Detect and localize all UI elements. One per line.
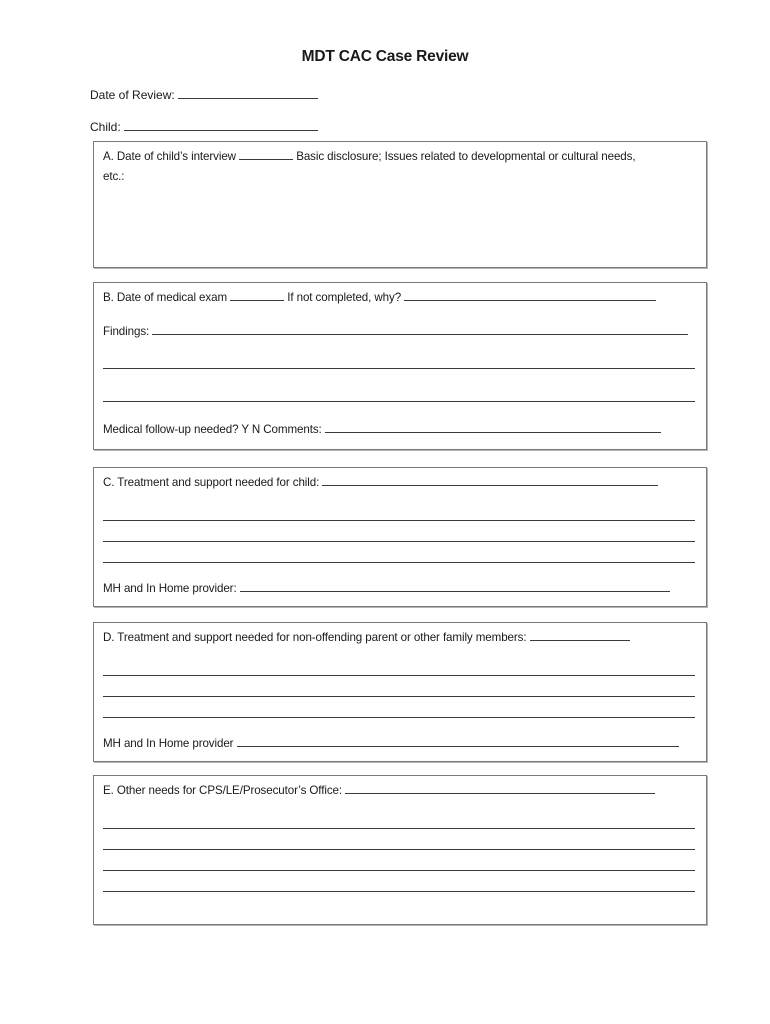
page-title: MDT CAC Case Review bbox=[301, 48, 469, 65]
other-needs-line-4[interactable] bbox=[103, 870, 695, 871]
other-needs-row bbox=[103, 783, 655, 797]
medical-exam-date-field[interactable] bbox=[230, 290, 284, 301]
not-completed-field[interactable] bbox=[404, 290, 656, 301]
section-a-box bbox=[93, 141, 707, 268]
findings-row bbox=[103, 324, 688, 338]
section-d-box bbox=[93, 622, 707, 762]
family-provider-label: MH and In Home provider bbox=[103, 737, 234, 750]
other-needs-line-5[interactable] bbox=[103, 891, 695, 892]
family-support-field[interactable] bbox=[530, 630, 630, 641]
section-b-box bbox=[93, 282, 707, 450]
date-of-review-row bbox=[90, 88, 318, 102]
family-provider-row bbox=[103, 736, 679, 750]
other-needs-line-3[interactable] bbox=[103, 849, 695, 850]
followup-comments-field[interactable] bbox=[325, 422, 661, 433]
section-a-line1 bbox=[103, 149, 635, 163]
child-support-line-4[interactable] bbox=[103, 562, 695, 563]
date-of-review-label: Date of Review: bbox=[90, 88, 175, 102]
family-support-label: D. Treatment and support needed for non-offending parent or other family members: bbox=[103, 631, 527, 644]
other-needs-line-2[interactable] bbox=[103, 828, 695, 829]
child-support-label: C. Treatment and support needed for child: bbox=[103, 476, 320, 489]
interview-date-field[interactable] bbox=[239, 149, 293, 160]
family-support-line-3[interactable] bbox=[103, 696, 695, 697]
child-support-field[interactable] bbox=[322, 475, 658, 486]
child-provider-field[interactable] bbox=[240, 581, 670, 592]
family-support-line-4[interactable] bbox=[103, 717, 695, 718]
child-provider-label: MH and In Home provider: bbox=[103, 582, 237, 595]
medical-exam-row bbox=[103, 290, 656, 304]
section-a-line2: etc.: bbox=[103, 170, 125, 183]
findings-field[interactable] bbox=[152, 324, 688, 335]
child-label: Child: bbox=[90, 120, 121, 134]
findings-label: Findings: bbox=[103, 325, 150, 338]
other-needs-field[interactable] bbox=[345, 783, 655, 794]
followup-row bbox=[103, 422, 661, 436]
child-support-row bbox=[103, 475, 658, 489]
interview-date-label: A. Date of child’s interview bbox=[103, 150, 236, 163]
not-completed-label: If not completed, why? bbox=[287, 291, 402, 304]
followup-label: Medical follow-up needed? Y N Comments: bbox=[103, 423, 322, 436]
other-needs-label: E. Other needs for CPS/LE/Prosecutor’s Office: bbox=[103, 784, 342, 797]
child-support-line-3[interactable] bbox=[103, 541, 695, 542]
medical-exam-label: B. Date of medical exam bbox=[103, 291, 227, 304]
findings-line-2[interactable] bbox=[103, 368, 695, 369]
child-support-line-2[interactable] bbox=[103, 520, 695, 521]
family-provider-field[interactable] bbox=[237, 736, 679, 747]
child-provider-row bbox=[103, 581, 670, 595]
section-c-box bbox=[93, 467, 707, 607]
findings-line-3[interactable] bbox=[103, 401, 695, 402]
family-support-row bbox=[103, 630, 630, 644]
family-support-line-2[interactable] bbox=[103, 675, 695, 676]
date-of-review-field[interactable] bbox=[178, 88, 318, 99]
child-row bbox=[90, 120, 318, 134]
section-e-box bbox=[93, 775, 707, 925]
disclosure-label: Basic disclosure; Issues related to developmental or cultural needs, bbox=[296, 150, 636, 163]
child-field[interactable] bbox=[124, 120, 318, 131]
